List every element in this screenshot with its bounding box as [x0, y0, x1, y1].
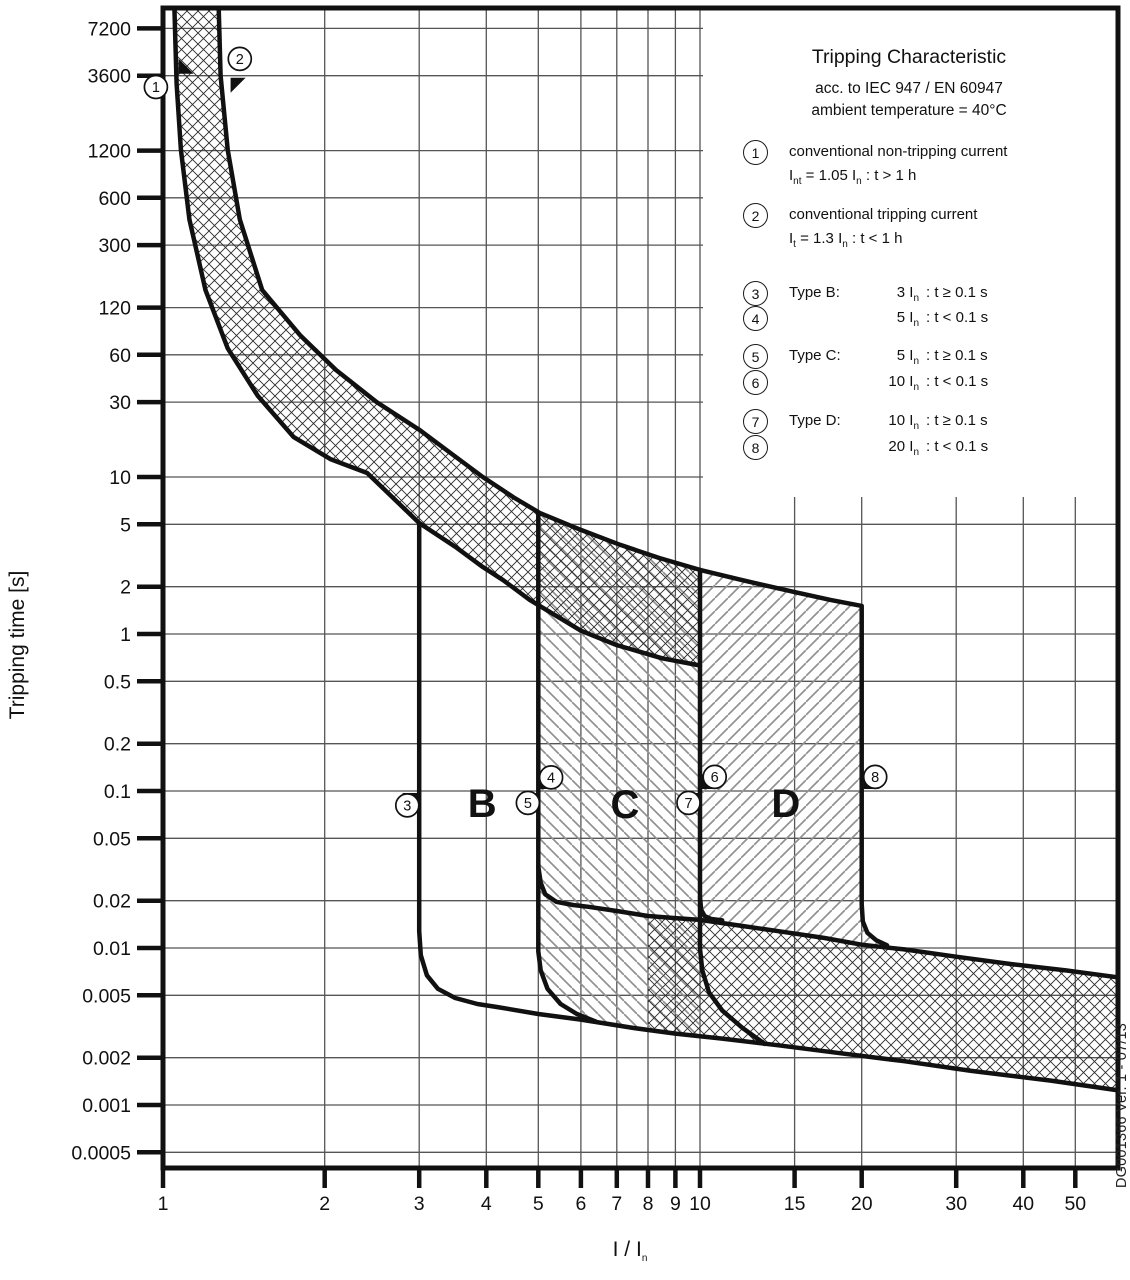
- x-tick-label-1: 1: [157, 1193, 169, 1215]
- legend-type-value: 3 $I_n$: [896, 284, 919, 304]
- legend-panel: [703, 12, 1115, 495]
- y-tick-label-0.05: 0.05: [93, 828, 131, 851]
- legend-subtitle-standard: acc. to IEC 947 / EN 60947: [815, 80, 1003, 97]
- legend-circle-3: 3: [743, 281, 768, 306]
- x-tick-label-9: 9: [669, 1193, 681, 1215]
- marker-number-7: 7: [684, 795, 693, 812]
- legend-note-formula: $I_{nt} = 1.05$ $I_n$ : t > 1 h: [789, 167, 917, 187]
- thermal-band-region: [174, 8, 700, 665]
- y-tick-label-1200: 1200: [87, 140, 131, 163]
- y-tick-label-5: 5: [120, 514, 131, 537]
- legend-title: Tripping Characteristic: [811, 46, 1007, 68]
- y-tick-label-2: 2: [120, 576, 131, 599]
- y-tick-label-0.01: 0.01: [93, 938, 131, 960]
- legend-type-value: 5 $I_n$: [896, 347, 919, 367]
- legend-type-value: 10 $I_n$: [888, 373, 919, 393]
- legend-type-value: 10 $I_n$: [888, 412, 919, 432]
- legend-circle-8: 8: [743, 435, 768, 460]
- x-tick-label-7: 7: [611, 1193, 623, 1215]
- marker-number-6: 6: [710, 769, 719, 786]
- y-tick-label-0.0005: 0.0005: [71, 1142, 131, 1165]
- legend-note-2: [743, 203, 977, 257]
- y-tick-label-30: 30: [109, 392, 131, 415]
- y-tick-label-7200: 7200: [87, 18, 131, 41]
- y-axis-title: Tripping time [s]: [6, 570, 29, 720]
- x-tick-label-6: 6: [575, 1193, 587, 1215]
- marker-number-8: 8: [871, 769, 880, 786]
- legend-type-condition: : t < 0.1 s: [926, 373, 989, 390]
- x-tick-label-15: 15: [783, 1193, 806, 1215]
- x-tick-label-40: 40: [1012, 1193, 1035, 1215]
- y-tick-label-3600: 3600: [87, 65, 131, 88]
- legend-type-row-8: [743, 435, 988, 465]
- legend-note-text: conventional tripping current: [789, 206, 978, 223]
- legend-type-value: 20 $I_n$: [888, 438, 919, 458]
- y-tick-label-0.5: 0.5: [103, 671, 131, 694]
- legend-subtitle-temperature: ambient temperature = 40°C: [811, 102, 1007, 119]
- legend-note-formula: $I_t = 1.3$ $I_n$ : t < 1 h: [789, 230, 903, 250]
- zone-label-B: B: [467, 781, 497, 826]
- legend-circle-6: 6: [743, 370, 768, 395]
- legend-note-text: conventional non-tripping current: [789, 143, 1008, 160]
- document-reference-note: DG001366 Ver. 1 - 07/13: [1114, 1022, 1130, 1188]
- legend-circle-1: 1: [743, 140, 768, 165]
- x-tick-label-8: 8: [642, 1193, 654, 1215]
- legend-type-row-6: [743, 370, 988, 400]
- y-tick-label-0.02: 0.02: [93, 890, 131, 913]
- x-tick-label-10: 10: [689, 1193, 711, 1215]
- legend-type-row-4: [743, 306, 988, 336]
- legend-circle-5: 5: [743, 344, 768, 369]
- type-d-region: [700, 570, 887, 945]
- legend-type-condition: : t ≥ 0.1 s: [926, 284, 988, 301]
- x-tick-label-30: 30: [945, 1193, 968, 1215]
- y-tick-label-1: 1: [120, 624, 131, 646]
- y-tick-label-0.005: 0.005: [82, 985, 131, 1008]
- x-tick-label-20: 20: [850, 1193, 873, 1215]
- y-tick-label-0.001: 0.001: [82, 1095, 131, 1117]
- y-tick-label-0.1: 0.1: [103, 781, 131, 803]
- legend-type-value: 5 $I_n$: [896, 309, 919, 329]
- y-tick-label-0.2: 0.2: [103, 733, 131, 756]
- legend-type-condition: : t < 0.1 s: [926, 309, 989, 326]
- marker-number-5: 5: [523, 795, 532, 812]
- x-axis-title: I / $I_n$: [612, 1238, 648, 1265]
- legend-circle-7: 7: [743, 409, 768, 434]
- legend-circle-2: 2: [743, 203, 768, 228]
- flag-triangle-2: [231, 78, 246, 93]
- legend-type-condition: : t ≥ 0.1 s: [926, 347, 988, 364]
- legend-type-condition: : t ≥ 0.1 s: [926, 412, 988, 429]
- y-tick-label-300: 300: [98, 235, 131, 258]
- y-tick-label-120: 120: [98, 297, 131, 320]
- legend-circle-4: 4: [743, 306, 768, 331]
- legend-type-name: Type D:: [789, 412, 841, 429]
- y-tick-label-10: 10: [109, 467, 131, 489]
- x-tick-label-4: 4: [480, 1193, 492, 1215]
- legend-type-condition: : t < 0.1 s: [926, 438, 989, 455]
- zone-label-D: D: [771, 781, 801, 826]
- y-tick-label-0.002: 0.002: [82, 1047, 131, 1070]
- x-tick-label-50: 50: [1064, 1193, 1087, 1215]
- marker-number-1: 1: [151, 80, 160, 96]
- legend-type-name: Type C:: [789, 347, 841, 364]
- x-tick-label-5: 5: [532, 1193, 544, 1215]
- y-tick-label-600: 600: [98, 187, 131, 210]
- marker-number-4: 4: [547, 770, 556, 787]
- marker-number-2: 2: [235, 51, 244, 68]
- y-tick-label-60: 60: [109, 344, 131, 367]
- zone-label-C: C: [610, 782, 640, 827]
- x-tick-label-3: 3: [413, 1193, 425, 1215]
- marker-number-3: 3: [403, 798, 412, 815]
- legend-note-1: [743, 140, 1007, 194]
- legend-type-name: Type B:: [789, 284, 840, 301]
- x-tick-label-2: 2: [319, 1193, 331, 1215]
